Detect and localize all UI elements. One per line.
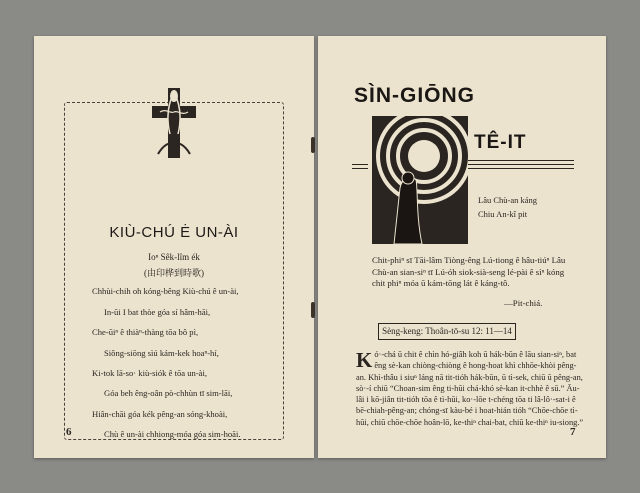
page-number: 6: [66, 426, 72, 438]
sermon-title-line1: SÌN-GIŌNG: [354, 84, 476, 107]
tune-name: Ioⁿ Sêk-lîm ék: [148, 252, 200, 262]
tune-subtitle: (由印桦到時歌): [144, 268, 204, 278]
scripture-reference: Sèng-keng: Thoân-tō-su 12: 11—14: [378, 323, 516, 340]
sermon-title-line2: TÊ-IT: [474, 132, 527, 153]
intro-quote: Chit-phiⁿ sī Tāi-lâm Tiòng-êng Lú-tiong ê hâu-tiúⁿ Lâu Chù-an sian-siⁿ tī Lú-óh siok-sià-seng lé-pài ê sìⁿ kóng chit phiⁿ móa ū kám-tōng lát ê káng-tô.: [372, 255, 566, 288]
author-line: Lâu Chù-an káng: [478, 195, 538, 205]
sun-figure-illustration: [372, 116, 468, 244]
hymn-line: In-ūi I bat thòe góa sí hâm-hāi,: [104, 307, 211, 317]
hymn-line: Chhùi-chih oh kóng-bêng Kiù-chú ê un-ài,: [92, 286, 239, 296]
author-line: Chiu An-kî pit: [478, 209, 528, 219]
hymn-line: Hiân-chāi góa kék pêng-an sóng-khoài,: [92, 409, 228, 419]
drop-cap: K: [356, 348, 373, 372]
divider-line: [352, 164, 368, 165]
left-page: [34, 36, 314, 458]
hymn-line: Che-ūiⁿ ê thiàⁿ-thàng tōa bô pì,: [92, 327, 199, 337]
page-number: 7: [570, 426, 576, 438]
sermon-body-text: ó·-chá ū chit ê chìn hó-giâh koh ū hák-būn ê lāu sian-siⁿ, bat êng sè-kan chiòng-chiòng ê hong-hoat khì chhōe-khòi pêng-an. Khì-thâu i siuⁿ láng nā tit-tióh hák-būn, ū tì-sek, chiū ū pêng-an, sò·-í chiū “Choan-sim êng ti-hūi chá-khó sè-kan it-chhè ê sū.” Āu-lâi i kō-jiân tit-tióh tōa ê tì-hūi, ko·-lōe t-chéng tōa ti lâ-lô·-sat-i ê bē-chiah-pêng-an; chóng-sī kàu-bé i hoat-hián tióh “Chōe-chōe tì-hūi, chiū chōe-chōe hoân-lō, ke-thiⁿ chai-bat, chiū ke-thiⁿ iu-siong.”: [356, 350, 584, 427]
divider-line: [468, 168, 574, 169]
divider-line: [468, 164, 574, 165]
quote-attribution: —Pit-chiá.: [504, 298, 543, 308]
cross-lily-icon: [148, 84, 200, 162]
divider-line: [352, 168, 368, 169]
hymn-line: Siông-siōng sìú kám-kek hoaⁿ-hí,: [104, 348, 219, 358]
hymn-line: Chù ê un-ài chhiong-móa góa sim-hoāi.: [104, 429, 241, 439]
divider-line: [468, 160, 574, 161]
hymn-line: Ki-tok lā-so· kiù-siók ê tōa un-ài,: [92, 368, 208, 378]
sermon-body: [356, 349, 584, 428]
hymn-title: KIÙ-CHÚ Ė UN-ÀI: [109, 224, 239, 241]
right-page: [318, 36, 606, 458]
hymn-line: Góa beh êng-oân pò-chhùn tī sim-lāi,: [104, 388, 233, 398]
